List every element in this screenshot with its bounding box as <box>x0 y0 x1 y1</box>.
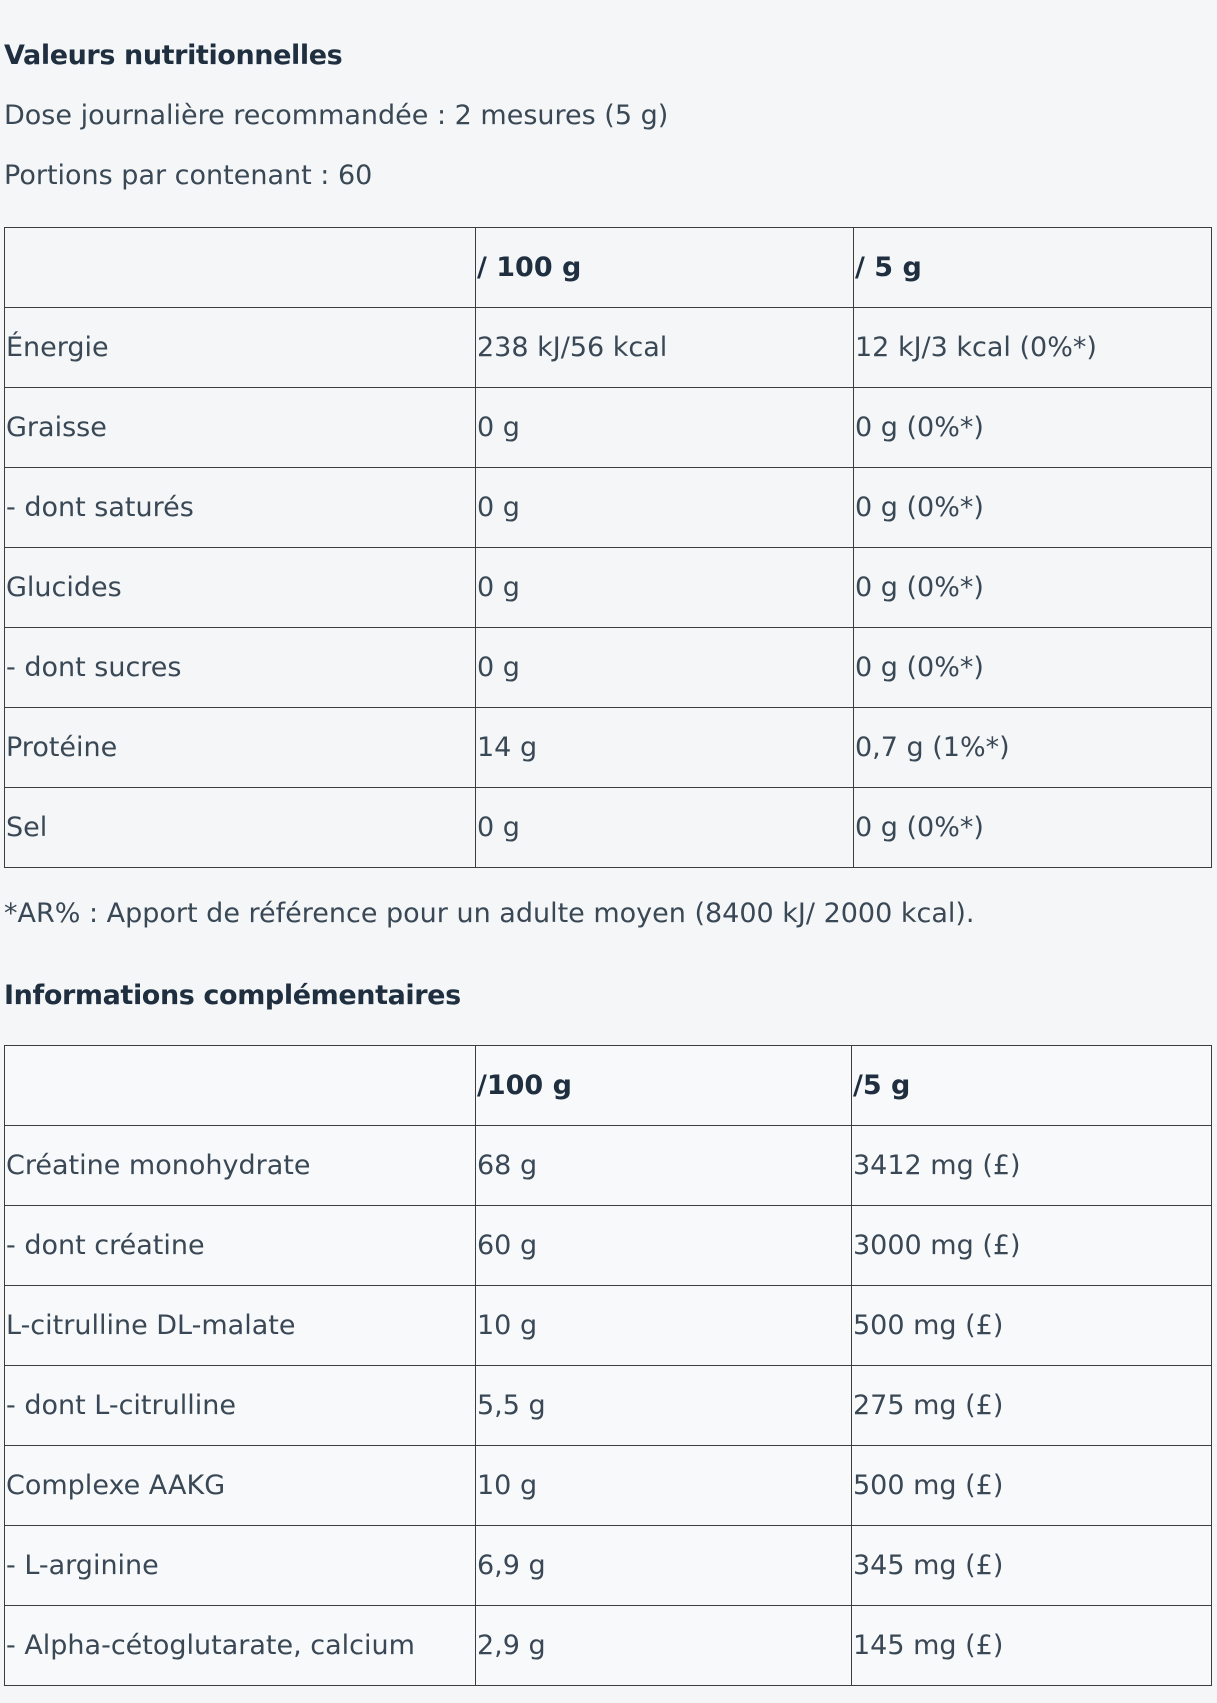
per-5g-cell: 0 g (0%*) <box>854 788 1212 868</box>
nutrient-name-cell: Glucides <box>5 548 476 628</box>
per-100g-cell: 5,5 g <box>476 1366 852 1446</box>
header-cell: /5 g <box>852 1046 1212 1126</box>
per-100g-cell: 0 g <box>476 388 854 468</box>
reference-intake-footnote: *AR% : Apport de référence pour un adulte moyen (8400 kJ/ 2000 kcal). <box>4 898 975 929</box>
header-cell <box>5 228 476 308</box>
table-row <box>5 788 1212 868</box>
table-row <box>5 1366 1212 1446</box>
table-header-row <box>5 228 1212 308</box>
per-5g-cell: 345 mg (£) <box>852 1526 1212 1606</box>
per-5g-cell: 500 mg (£) <box>852 1446 1212 1526</box>
per-5g-cell: 145 mg (£) <box>852 1606 1212 1686</box>
nutrient-name-cell: Énergie <box>5 308 476 388</box>
table-row <box>5 1446 1212 1526</box>
per-5g-cell: 0 g (0%*) <box>854 468 1212 548</box>
ingredient-name-cell: - Alpha-cétoglutarate, calcium <box>5 1606 476 1686</box>
table-row <box>5 388 1212 468</box>
nutrient-name-cell: - dont sucres <box>5 628 476 708</box>
per-5g-cell: 3000 mg (£) <box>852 1206 1212 1286</box>
per-100g-cell: 68 g <box>476 1126 852 1206</box>
per-5g-cell: 0 g (0%*) <box>854 548 1212 628</box>
header-cell: / 100 g <box>476 228 854 308</box>
header-cell: / 5 g <box>854 228 1212 308</box>
table-row <box>5 1526 1212 1606</box>
table-row <box>5 468 1212 548</box>
per-5g-cell: 12 kJ/3 kcal (0%*) <box>854 308 1212 388</box>
nutrition-table <box>4 227 1212 868</box>
per-100g-cell: 60 g <box>476 1206 852 1286</box>
table-row <box>5 628 1212 708</box>
per-100g-cell: 0 g <box>476 788 854 868</box>
per-100g-cell: 10 g <box>476 1286 852 1366</box>
nutrient-name-cell: Sel <box>5 788 476 868</box>
nutrient-name-cell: Protéine <box>5 708 476 788</box>
ingredient-name-cell: L-citrulline DL-malate <box>5 1286 476 1366</box>
additional-info-table <box>4 1045 1212 1686</box>
daily-dose-text: Dose journalière recommandée : 2 mesures (5 g) <box>4 100 669 131</box>
per-5g-cell: 500 mg (£) <box>852 1286 1212 1366</box>
per-5g-cell: 0,7 g (1%*) <box>854 708 1212 788</box>
additional-info-title: Informations complémentaires <box>4 980 461 1011</box>
table-row <box>5 1126 1212 1206</box>
per-5g-cell: 275 mg (£) <box>852 1366 1212 1446</box>
table-header-row <box>5 1046 1212 1126</box>
per-100g-cell: 0 g <box>476 468 854 548</box>
table-row <box>5 548 1212 628</box>
ingredient-name-cell: - L-arginine <box>5 1526 476 1606</box>
per-5g-cell: 3412 mg (£) <box>852 1126 1212 1206</box>
table-row <box>5 1606 1212 1686</box>
nutrition-title: Valeurs nutritionnelles <box>4 40 343 71</box>
per-100g-cell: 0 g <box>476 548 854 628</box>
ingredient-name-cell: Créatine monohydrate <box>5 1126 476 1206</box>
header-cell <box>5 1046 476 1126</box>
ingredient-name-cell: - dont L-citrulline <box>5 1366 476 1446</box>
table-row <box>5 308 1212 388</box>
nutrient-name-cell: Graisse <box>5 388 476 468</box>
per-5g-cell: 0 g (0%*) <box>854 628 1212 708</box>
per-100g-cell: 2,9 g <box>476 1606 852 1686</box>
table-row <box>5 708 1212 788</box>
per-100g-cell: 10 g <box>476 1446 852 1526</box>
ingredient-name-cell: Complexe AAKG <box>5 1446 476 1526</box>
nutrient-name-cell: - dont saturés <box>5 468 476 548</box>
portions-text: Portions par contenant : 60 <box>4 160 373 191</box>
ingredient-name-cell: - dont créatine <box>5 1206 476 1286</box>
table-row <box>5 1286 1212 1366</box>
per-5g-cell: 0 g (0%*) <box>854 388 1212 468</box>
table-row <box>5 1206 1212 1286</box>
per-100g-cell: 14 g <box>476 708 854 788</box>
per-100g-cell: 0 g <box>476 628 854 708</box>
per-100g-cell: 238 kJ/56 kcal <box>476 308 854 388</box>
per-100g-cell: 6,9 g <box>476 1526 852 1606</box>
header-cell: /100 g <box>476 1046 852 1126</box>
